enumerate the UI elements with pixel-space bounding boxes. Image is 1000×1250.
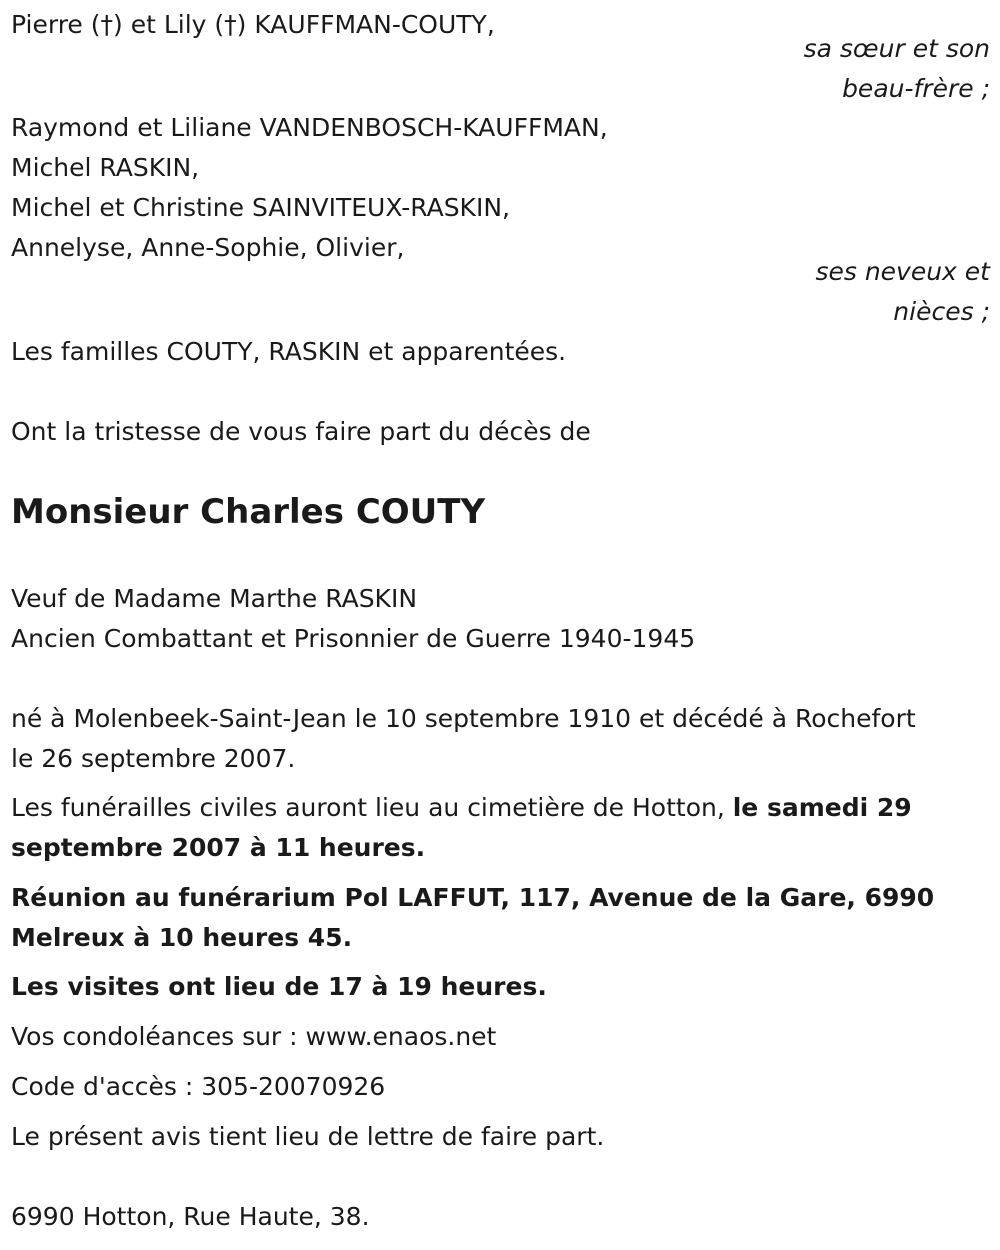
- condolences-site: Vos condoléances sur : www.enaos.net: [11, 1022, 497, 1051]
- notice-text: Le présent avis tient lieu de lettre de faire part.: [11, 1122, 605, 1151]
- funeral-date-part1: le samedi 29: [732, 793, 912, 822]
- deceased-name: Monsieur Charles COUTY: [11, 492, 486, 532]
- intro-text: Ont la tristesse de vous faire part du décès de: [11, 417, 591, 446]
- family-line-raskin: Michel RASKIN,: [11, 153, 200, 182]
- funeral-line1: [11, 793, 912, 823]
- role-nephews-line2: nièces ;: [893, 297, 990, 326]
- family-line-sister: Pierre (†) et Lily (†) KAUFFMAN-COUTY,: [11, 10, 495, 39]
- role-nephews-line1: ses neveux et: [815, 257, 990, 286]
- role-sister-line1: sa sœur et son: [803, 34, 990, 63]
- family-line-families: Les familles COUTY, RASKIN et apparentées.: [11, 337, 567, 366]
- access-code: Code d'accès : 305-20070926: [11, 1072, 386, 1101]
- reunion-line1: Réunion au funérarium Pol LAFFUT, 117, Avenue de la Gare, 6990: [11, 883, 935, 912]
- role-sister-line2: beau-frère ;: [842, 74, 990, 103]
- funeral-text: Les funérailles civiles auront lieu au cimetière de Hotton,: [11, 793, 733, 822]
- family-line-vandenbosch: Raymond et Liliane VANDENBOSCH-KAUFFMAN,: [11, 113, 608, 142]
- family-line-sainviteux: Michel et Christine SAINVITEUX-RASKIN,: [11, 193, 510, 222]
- birth-death-line2: le 26 septembre 2007.: [11, 744, 296, 773]
- deceased-widower: Veuf de Madame Marthe RASKIN: [11, 584, 418, 613]
- address-text: 6990 Hotton, Rue Haute, 38.: [11, 1202, 370, 1231]
- visits-text: Les visites ont lieu de 17 à 19 heures.: [11, 972, 547, 1001]
- birth-death-line1: né à Molenbeek-Saint-Jean le 10 septembre 1910 et décédé à Rochefort: [11, 704, 916, 733]
- reunion-line2: Melreux à 10 heures 45.: [11, 923, 353, 952]
- deceased-veteran: Ancien Combattant et Prisonnier de Guerre 1940-1945: [11, 624, 696, 653]
- funeral-date-part2: septembre 2007 à 11 heures.: [11, 833, 426, 862]
- family-line-children: Annelyse, Anne-Sophie, Olivier,: [11, 233, 405, 262]
